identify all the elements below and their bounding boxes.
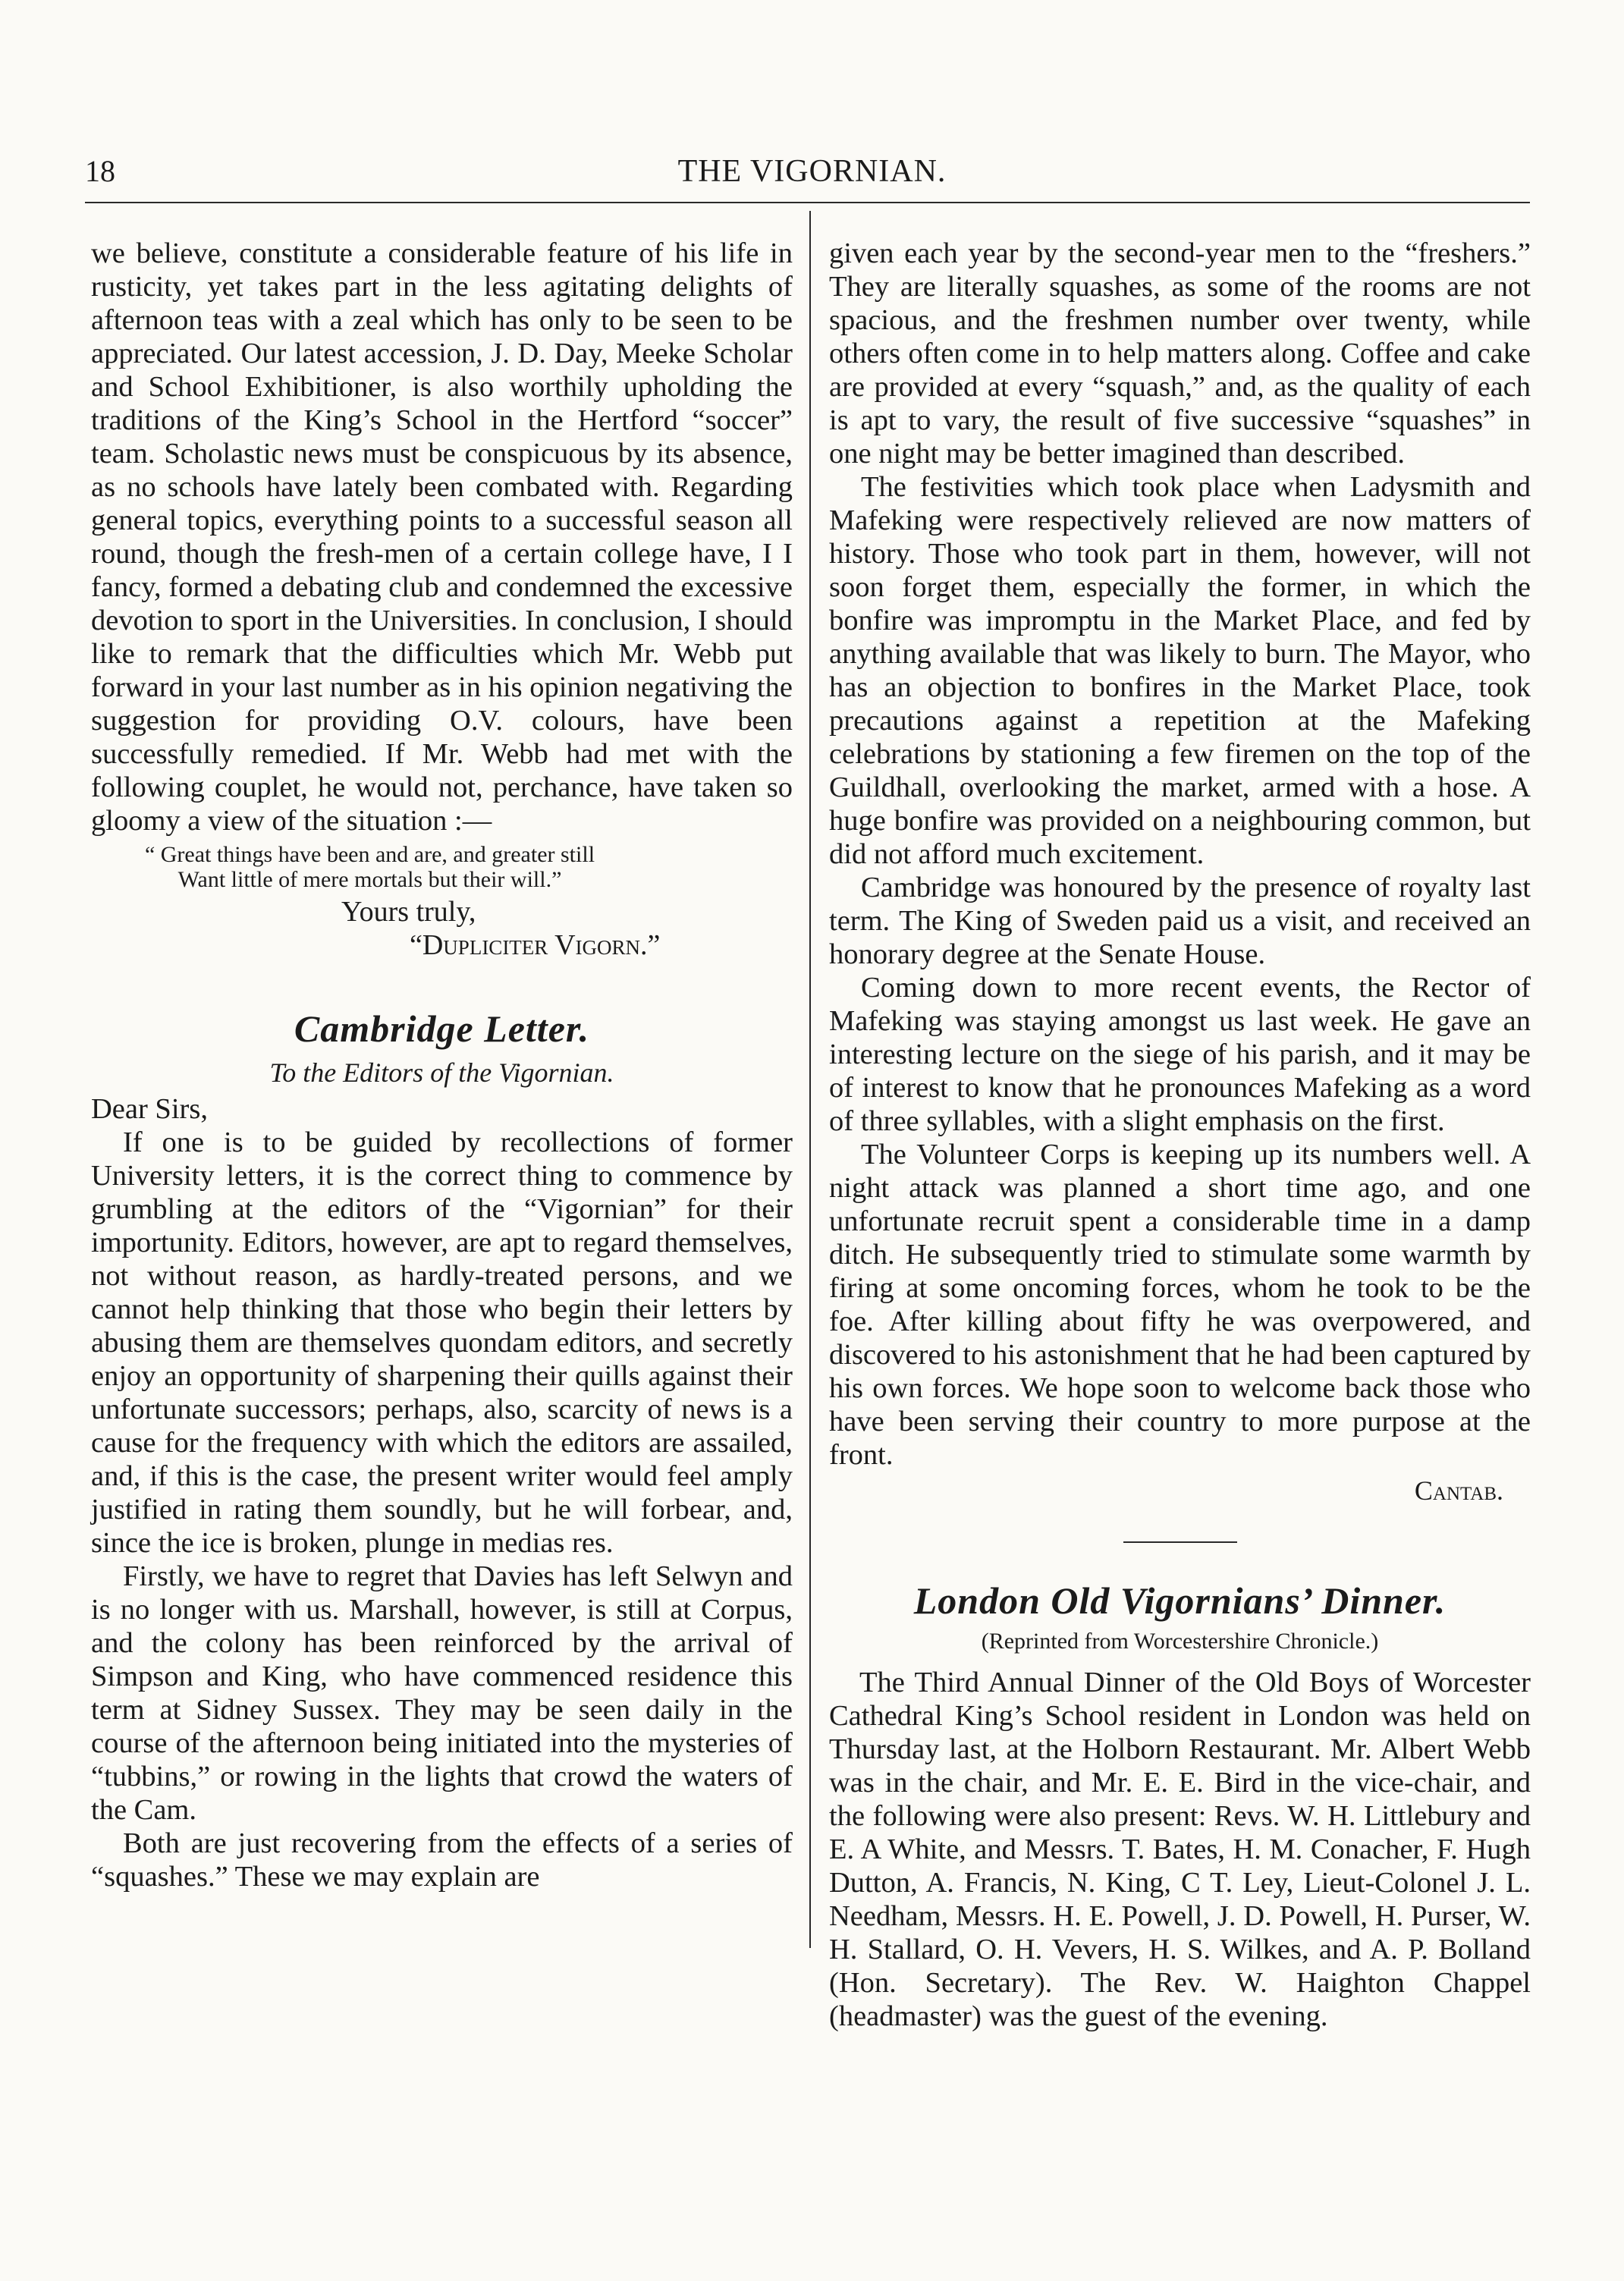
page-title: THE VIGORNIAN. <box>677 154 947 189</box>
paragraph: we believe, constitute a considerable feature of his life in rusticity, yet takes part in the less agitating delights of afternoon teas with a zeal which has only to be seen to be appreciated. Our latest accession, J. D. Day, Meeke Scholar and School Exhibitioner, is also worthily upholding the traditions of the King’s School in the Hertford “soccer” team. Scholastic news must be conspicuous by its absence, as no schools have lately been combated with. Regarding general topics, everything points to a successful season all round, though the fresh-men of a certain college have, I I fancy, formed a debating club and condemned the excessive devotion to sport in the Universities. In conclusion, I should like to remark that the difficulties which Mr. Webb put forward in your last number as in his opinion negativing the suggestion for providing O.V. colours, have been successfully remedied. If Mr. Webb had met with the following couplet, he would not, perchance, have taken so gloomy a view of the situation :— <box>91 237 793 837</box>
cambridge-letter-subheading: To the Editors of the Vigornian. <box>269 1057 614 1088</box>
yours-truly: Yours truly, <box>341 896 476 928</box>
paragraph: Coming down to more recent events, the Rector of Mafeking was staying amongst us last week. He gave an interesting lecture on the siege of his parish, and it may be of interest to know that he pronounces Mafeking as a word of three syllables, with a slight emphasis on the first. <box>829 972 1531 1137</box>
section-divider <box>1123 1541 1237 1543</box>
paragraph: Both are just recovering from the effects of a series of “squashes.” These we may explain are <box>91 1827 793 1893</box>
paragraph: Cambridge was honoured by the presence of royalty last term. The King of Sweden paid us a visit, and received an honorary degree at the Senate House. <box>829 872 1531 970</box>
salutation: Dear Sirs, <box>91 1093 208 1125</box>
paragraph: Firstly, we have to regret that Davies has left Selwyn and is no longer with us. Marshall, however, is still at Corpus, and the colony has been reinforced by the arrival of Simpson and King, who have commenced residence this term at Sidney Sussex. They may be seen daily in the course of the afternoon being initiated into the mysteries of “tubbins,” or rowing in the lights that crowd the waters of the Cam. <box>91 1560 793 1826</box>
dinner-report: The Third Annual Dinner of the Old Boys of Worcester Cathedral King’s School resident in London was held on Thursday last, at the Holborn Restaurant. Mr. Albert Webb was in the chair, and Mr. E. E. Bird in the vice-chair, and the following were also present: Revs. W. H. Littlebury and E. A White, and Messrs. T. Bates, H. M. Conacher, F. Hugh Dutton, A. Francis, N. King, C T. Ley, Lieut-Colonel J. L. Needham, Messrs. H. E. Powell, J. D. Powell, H. Purser, W. H. Stallard, O. H. Vevers, H. S. Wilkes, and A. P. Bolland (Hon. Secretary). The Rev. W. Haighton Chappel (headmaster) was the guest of the evening. <box>829 1667 1531 2032</box>
paragraph: The festivities which took place when Ladysmith and Mafeking were respectively relieved are now matters of history. Those who took part in them, however, will not soon forget them, especially the former, in which the bonfire was impromptu in the Market Place, and fed by anything available that was likely to burn. The Mayor, who has an objection to bonfires in the Market Place, took precautions against a repetition at the Mafeking celebrations by stationing a few firemen on the top of the Guildhall, overlooking the market, armed with a hose. A huge bonfire was provided on a neighbouring common, but did not afford much excitement. <box>829 471 1531 870</box>
paragraph: given each year by the second-year men to the “freshers.” They are literally squashes, as some of the rooms are not spacious, and the freshmen number over twenty, while others often come in to help matters along. Coffee and cake are provided at every “squash,” and, as the quality of each is apt to vary, the result of five successive “squashes” in one night may be better imagined than described. <box>829 237 1531 470</box>
header-rule <box>85 202 1530 203</box>
cambridge-letter-heading: Cambridge Letter. <box>294 1007 590 1050</box>
page-number: 18 <box>85 154 115 188</box>
dinner-heading: London Old Vigornians’ Dinner. <box>913 1579 1447 1622</box>
left-column <box>91 237 793 1893</box>
signature: Cantab. <box>1414 1475 1503 1506</box>
reprint-note: (Reprinted from Worcestershire Chronicle.) <box>981 1629 1379 1654</box>
paragraph: The Volunteer Corps is keeping up its numbers well. A night attack was planned a short time ago, and one unfortunate recruit spent a considerable time in a damp ditch. He subsequently tried to stimulate some warmth by firing at some oncoming forces, whom he took to be the foe. After killing about fifty he was overpowered, and discovered to his astonishment that he had been captured by his own forces. We hope soon to welcome back those who have been serving their country to more purpose at the front. <box>829 1139 1531 1471</box>
right-column <box>829 237 1531 2033</box>
quote <box>91 842 793 892</box>
column-divider <box>809 211 811 1948</box>
quote-line: Want little of mere mortals but their will.” <box>177 867 562 892</box>
quote-line: “ Great things have been and are, and greater still <box>144 842 595 867</box>
paragraph: If one is to be guided by recollections of former University letters, it is the correct thing to commence by grumbling at the editors of the “Vigornian” for their importunity. Editors, however, are apt to regard themselves, not without reason, as hardly-treated persons, and we cannot help thinking that those who begin their letters by abusing them are themselves quondam editors, and secretly enjoy an opportunity of sharpening their quills against their unfortunate successors; perhaps, also, scarcity of news is a cause for the frequency with which the editors are assailed, and, if this is the case, the present writer would feel amply justified in rating them soundly, but he will forbear, and, since the ice is broken, plunge in medias res. <box>91 1126 793 1559</box>
signature: “Dupliciter Vigorn.” <box>410 929 661 961</box>
